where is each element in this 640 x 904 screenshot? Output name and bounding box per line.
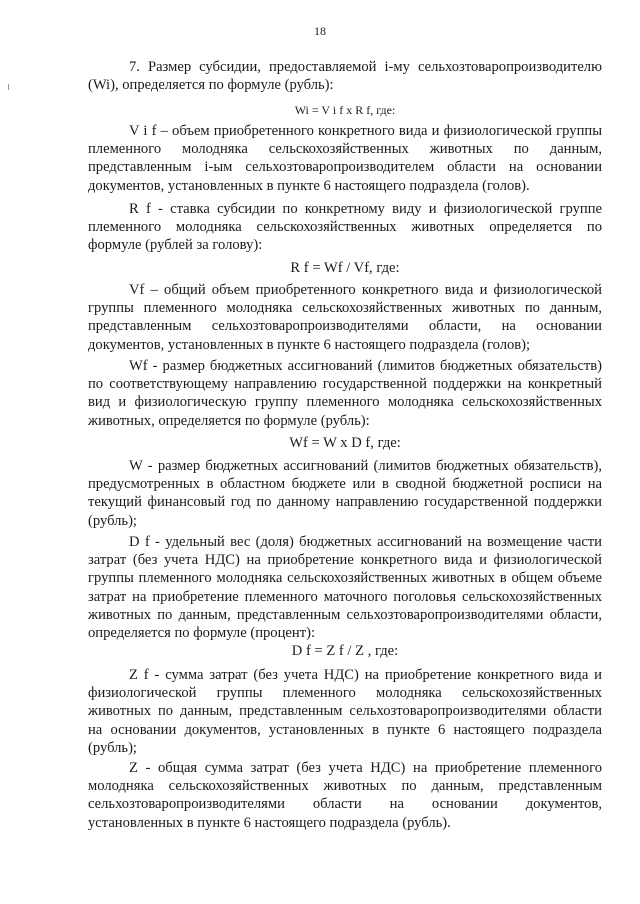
paragraph-zf-definition: Z f - сумма затрат (без учета НДС) на приобретение конкретного вида и физиологической группы племенного молодняка сельскохозяйственных животных по данным, представленным сельхозтоваропроизводителями области на основании документов, установленных в пункте 6 настоящего подраздела (рубль); <box>88 667 602 756</box>
paragraph-z-definition: Z - общая сумма затрат (без учета НДС) на приобретение племенного молодняка сельскохозяйственных животных по данным, представленным сельхозтоваропроизводителями области на основании документов, установленных в пункте 6 настоящего подраздела (рубль). <box>88 760 602 831</box>
paragraph-df-definition: D f - удельный вес (доля) бюджетных ассигнований на возмещение части затрат (без учета НДС) на приобретение конкретного вида и физиологической группы племенного молодняка сельскохозяйственных животных в общем объеме затрат на приобретение племенного маточного поголовья сельскохозяйственных животных по данным, представленным сельхозтоваропроизводителями области, определяется по формуле (процент): <box>88 534 602 642</box>
paragraph-rf-definition: R f - ставка субсидии по конкретному виду и физиологической группе племенного молодняка сельскохозяйственных животных определяется по формуле (рублей за голову): <box>88 201 602 254</box>
paragraph-vf-definition: Vf – общий объем приобретенного конкретного вида и физиологической группы племенного молодняка сельскохозяйственных животных по данным, представленным сельхозтоваропроизводителями области, на основании документов, установленных в пункте 6 настоящего подраздела (голов); <box>88 282 602 353</box>
paragraph-wf-definition: Wf - размер бюджетных ассигнований (лимитов бюджетных обязательств) по соответствующему направлению государственной поддержки на конкретный вид и физиологическую группу племенного молодняка сельскохозяйственных животных, определяется по формуле (рубль): <box>88 358 602 429</box>
paragraph-7-intro: 7. Размер субсидии, предоставляемой i-му сельхозтоваропроизводителю (Wi), определяется по формуле (рубль): <box>88 59 602 94</box>
formula-wi: Wi = V i f x R f, где: <box>294 103 396 117</box>
formula-wf: Wf = W x D f, где: <box>289 435 401 451</box>
paragraph-vif-definition: V i f – объем приобретенного конкретного вида и физиологической группы племенного молодняка сельскохозяйственных животных по данным, представленным i-ым сельхозтоваропроизводителем области на основании документов, установленных в пункте 6 настоящего подраздела (голов). <box>88 123 602 194</box>
paragraph-w-definition: W - размер бюджетных ассигнований (лимитов бюджетных обязательств), предусмотренных в областном бюджете или в сводной бюджетной росписи на текущий финансовый год по данному направлению государственной поддержки (рубль); <box>88 458 602 529</box>
formula-rf: R f = Wf / Vf, где: <box>290 260 400 276</box>
page-number: 18 <box>314 24 326 38</box>
scan-mark <box>8 84 9 90</box>
formula-df: D f = Z f / Z , где: <box>291 643 399 659</box>
